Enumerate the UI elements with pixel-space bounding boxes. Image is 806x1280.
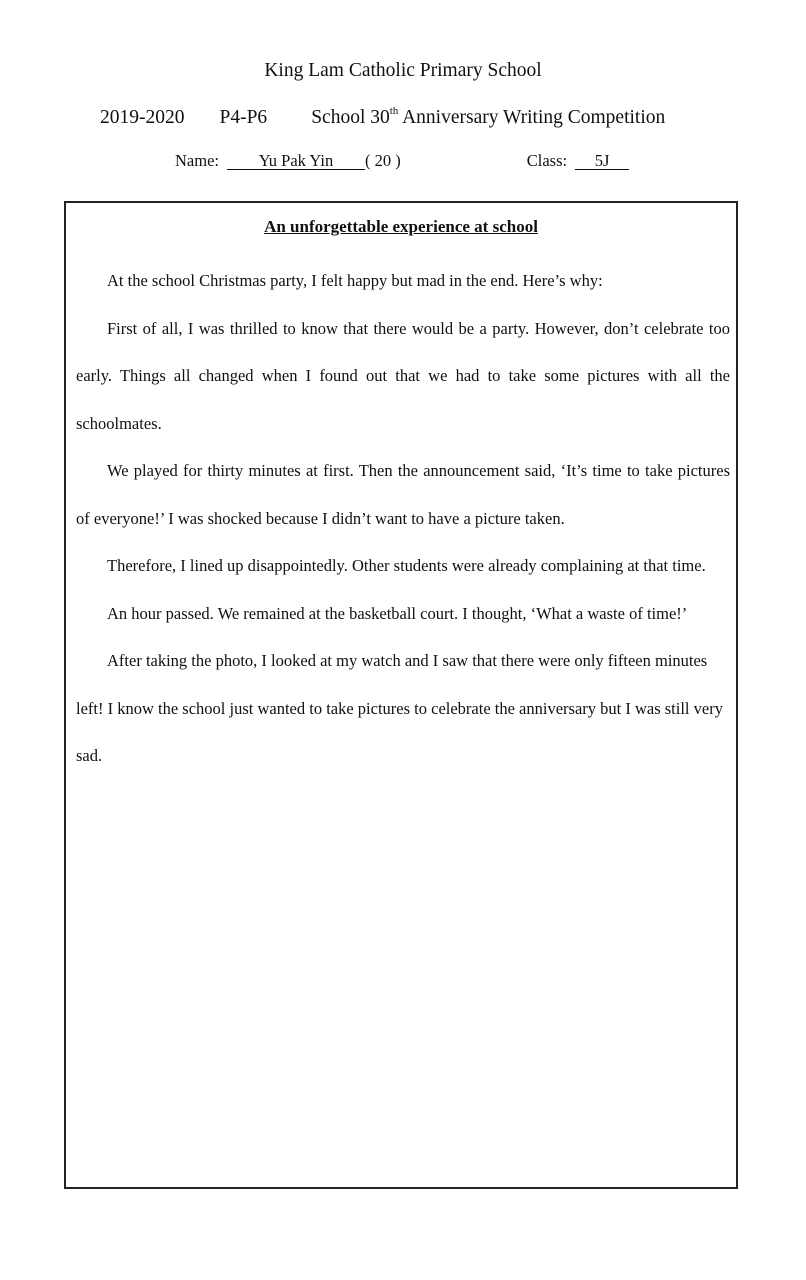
competition-title-prefix: School 30: [311, 107, 390, 128]
competition-line: [100, 107, 665, 129]
essay-paragraph: First of all, I was thrilled to know that there would be a party. However, don’t celebrate too early. Things all changed when I found out that we had to take some pictures with all the schoolmates.: [76, 318, 730, 433]
school-name: King Lam Catholic Primary School: [264, 60, 542, 81]
class-number: ( 20 ): [364, 151, 401, 170]
ordinal-suffix: th: [389, 105, 399, 117]
name-label: Name:: [175, 151, 219, 170]
class-value: 5J: [575, 152, 629, 170]
essay-box: [64, 201, 738, 1189]
essay-paragraph: An hour passed. We remained at the basketball court. I thought, ‘What a waste of time!’: [107, 603, 688, 623]
essay-paragraph: At the school Christmas party, I felt happy but mad in the end. Here’s why:: [107, 271, 603, 290]
essay-paragraph: We played for thirty minutes at first. Then the announcement said, ‘It’s time to take pictures of everyone!’ I was shocked because I didn’t want to have a picture taken.: [76, 461, 730, 528]
school-year: 2019-2020: [100, 107, 185, 128]
essay-title: An unforgettable experience at school: [264, 217, 538, 236]
grade-levels: P4-P6: [219, 107, 268, 128]
competition-title-suffix: Anniversary Writing Competition: [398, 107, 666, 128]
essay-paragraph: Therefore, I lined up disappointedly. Other students were already complaining at that time.: [107, 556, 706, 575]
essay-paragraph: After taking the photo, I looked at my watch and I saw that there were only fifteen minutes left! I know the school just wanted to take pictures to celebrate the anniversary but I was still very sad.: [76, 651, 723, 765]
essay-body: [76, 257, 730, 780]
student-info-line: [175, 151, 629, 171]
competition-title: [311, 107, 665, 129]
class-label: Class:: [526, 151, 568, 170]
student-name: Yu Pak Yin: [227, 152, 365, 170]
